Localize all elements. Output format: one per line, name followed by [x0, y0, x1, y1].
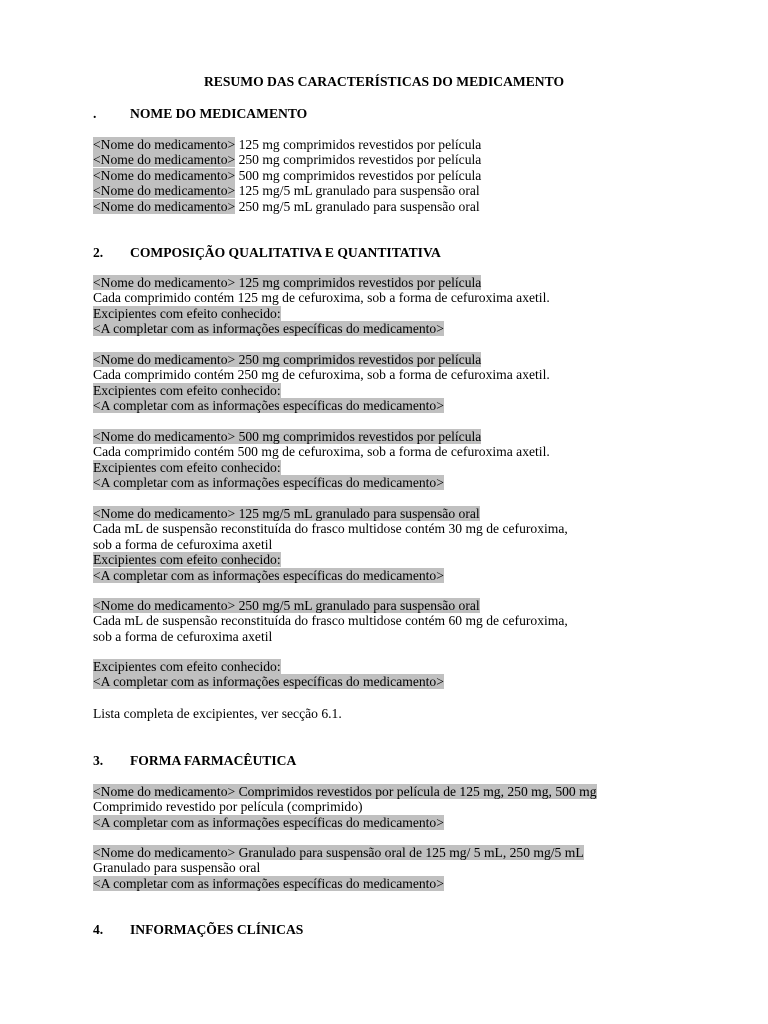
complete-placeholder: <A completar com as informações específicas do medicamento> — [93, 321, 444, 337]
excipients-label: Excipientes com efeito conhecido: — [93, 305, 281, 321]
section-2-heading — [93, 245, 441, 260]
product-name: <Nome do medicamento> 250 mg comprimidos revestidos por película — [93, 352, 482, 367]
form-text: Comprimido revestido por película (comprimido) — [93, 799, 363, 815]
section-number: 3. — [93, 753, 104, 768]
section-title: INFORMAÇÕES CLÍNICAS — [130, 922, 304, 937]
placeholder-highlight: <Nome do medicamento> — [93, 167, 236, 183]
product-name: <Nome do medicamento> 125 mg/5 mL granulado para suspensão oral — [93, 506, 480, 521]
composition-block-125mg — [93, 275, 550, 337]
product-name-line: <Nome do medicamento> 125 mg comprimidos revestidos por película — [93, 137, 482, 152]
composition-text: Cada mL de suspensão reconstituída do frasco multidose contém 60 mg de cefuroxima, — [93, 613, 568, 629]
form-text: Granulado para suspensão oral — [93, 860, 261, 876]
excipients-label: Excipientes com efeito conhecido: — [93, 459, 281, 475]
section-title: FORMA FARMACÊUTICA — [130, 753, 297, 768]
product-name-line: <Nome do medicamento> 250 mg/5 mL granulado para suspensão oral — [93, 198, 480, 214]
placeholder-highlight: <Nome do medicamento> — [93, 183, 236, 199]
section-title: COMPOSIÇÃO QUALITATIVA E QUANTITATIVA — [130, 245, 441, 260]
composition-text: Cada comprimido contém 125 mg de cefuroxima, sob a forma de cefuroxima axetil. — [93, 290, 550, 306]
form-block-tablets — [93, 784, 597, 830]
composition-text: Cada comprimido contém 500 mg de cefuroxima, sob a forma de cefuroxima axetil. — [93, 444, 550, 460]
product-name-line: <Nome do medicamento> 500 mg comprimidos revestidos por película — [93, 167, 482, 183]
product-name: <Nome do medicamento> 125 mg comprimidos revestidos por película — [93, 275, 482, 290]
composition-text: sob a forma de cefuroxima axetil — [93, 536, 273, 552]
placeholder-highlight: <Nome do medicamento> — [93, 137, 236, 152]
placeholder-highlight: <Nome do medicamento> — [93, 198, 236, 214]
product-name: <Nome do medicamento> 500 mg comprimidos revestidos por película — [93, 429, 482, 444]
section-4-heading — [93, 922, 303, 937]
section-3-heading — [93, 753, 296, 768]
composition-text: Cada mL de suspensão reconstituída do frasco multidose contém 30 mg de cefuroxima, — [93, 521, 568, 537]
section-title: NOME DO MEDICAMENTO — [130, 106, 308, 121]
section-number: 2. — [93, 245, 104, 260]
complete-placeholder: <A completar com as informações específicas do medicamento> — [93, 875, 444, 891]
complete-placeholder: <A completar com as informações específicas do medicamento> — [93, 674, 444, 690]
product-name: <Nome do medicamento> Comprimidos revestidos por película de 125 mg, 250 mg, 500 mg — [93, 784, 597, 799]
composition-text: Cada comprimido contém 250 mg de cefuroxima, sob a forma de cefuroxima axetil. — [93, 367, 550, 383]
composition-block-125mg-5ml — [93, 506, 568, 583]
complete-placeholder: <A completar com as informações específicas do medicamento> — [93, 398, 444, 414]
composition-block-250mg-5ml — [93, 598, 568, 644]
product-name-line: <Nome do medicamento> 125 mg/5 mL granulado para suspensão oral — [93, 183, 480, 199]
excipients-label: Excipientes com efeito conhecido: — [93, 382, 281, 398]
excipients-label: Excipientes com efeito conhecido: — [93, 659, 281, 674]
product-name: <Nome do medicamento> 250 mg/5 mL granulado para suspensão oral — [93, 598, 480, 613]
complete-placeholder: <A completar com as informações específicas do medicamento> — [93, 567, 444, 583]
form-block-granules — [93, 845, 584, 891]
section-1-heading — [93, 106, 307, 121]
product-name-line: <Nome do medicamento> 250 mg comprimidos revestidos por película — [93, 152, 482, 168]
composition-block-250mg — [93, 352, 550, 414]
section-1-name-list — [93, 137, 481, 214]
placeholder-highlight: <Nome do medicamento> — [93, 152, 236, 168]
complete-placeholder: <A completar com as informações específicas do medicamento> — [93, 814, 444, 830]
section-number: . — [93, 106, 97, 121]
excipients-label: Excipientes com efeito conhecido: — [93, 552, 281, 568]
composition-block-500mg — [93, 429, 550, 491]
complete-placeholder: <A completar com as informações específicas do medicamento> — [93, 475, 444, 491]
section-number: 4. — [93, 922, 104, 937]
product-name: <Nome do medicamento> Granulado para suspensão oral de 125 mg/ 5 mL, 250 mg/5 mL — [93, 845, 584, 860]
excipients-list-note: Lista completa de excipientes, ver secção 6.1. — [93, 706, 342, 721]
document-title: RESUMO DAS CARACTERÍSTICAS DO MEDICAMENTO — [203, 74, 565, 89]
composition-text: sob a forma de cefuroxima axetil — [93, 628, 273, 644]
composition-block-250mg-5ml-excipients — [93, 659, 444, 690]
